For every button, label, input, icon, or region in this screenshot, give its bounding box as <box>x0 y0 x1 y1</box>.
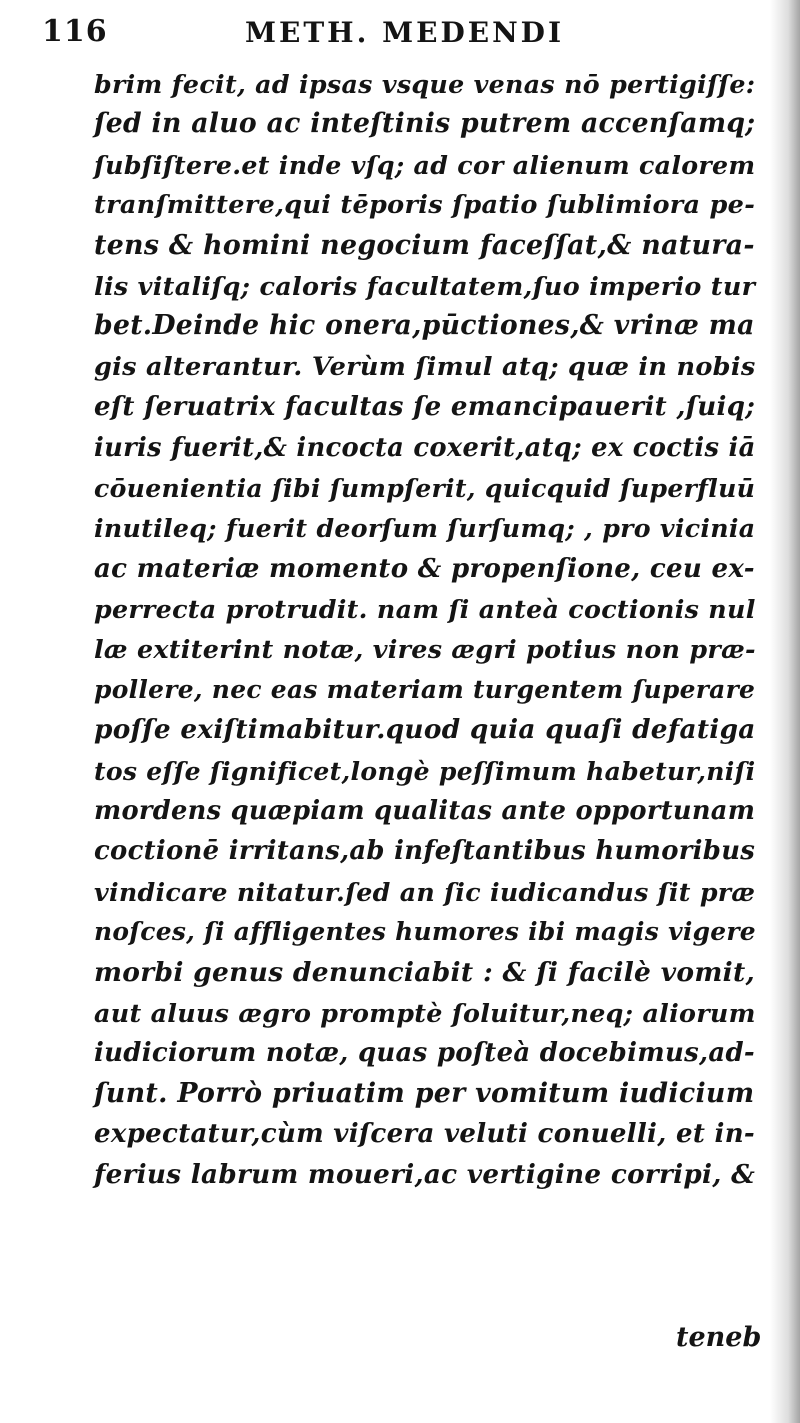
text-line: tens & homini negocium faceſſat,& natura- <box>94 229 755 261</box>
text-line: lis vitaliſq; caloris facultatem,ſuo imperio tur <box>94 270 756 301</box>
text-line: ac materiæ momento & propenſione, ceu ex- <box>94 553 755 584</box>
text-line: expectatur,cùm viſcera veluti conuelli, et in- <box>94 1119 756 1150</box>
text-line: perrecta protrudit. nam ſi anteà coctionis nul <box>94 594 756 625</box>
text-line: eſt ſeruatrix facultas ſe emancipauerit ,ſuiq; <box>94 392 756 423</box>
page-header <box>42 14 762 54</box>
page-edge-shadow <box>770 0 800 1423</box>
text-line: morbi genus denunciabit : & ſi facilè vomit, <box>94 956 756 988</box>
text-line: vindicare nitatur.ſed an ſic iudicandus ſit præ <box>94 876 756 907</box>
text-line: inutileq; fuerit deorſum ſurſumq; , pro vicinia <box>94 513 756 544</box>
text-line: ſunt. Porrò priuatim per vomitum iudicium <box>94 1077 755 1109</box>
text-line: tos eſſe ſignificet,longè peſſimum habetur,niſi <box>94 755 756 786</box>
text-line: iudiciorum notæ, quas poſteà docebimus,ad- <box>94 1038 755 1069</box>
text-line: iuris fuerit,& incocta coxerit,atq; ex coctis iā <box>94 432 756 463</box>
body-text <box>94 64 754 1195</box>
text-line: bet.Deinde hic onera,pūctiones,& vrinæ ma <box>94 310 755 342</box>
text-line: ſubſiſtere.et inde vſq; ad cor alienum calorem <box>94 149 756 180</box>
page-number: 116 <box>42 14 108 49</box>
text-line: mordens quæpiam qualitas ante opportunam <box>94 796 756 827</box>
text-line: gis alterantur. Verùm ſimul atq; quæ in nobis <box>94 351 756 382</box>
text-line: cōuenientia ſibi ſumpſerit, quicquid ſuperfluū <box>94 472 756 503</box>
text-line: pollere, nec eas materiam turgentem ſuperare <box>94 674 756 704</box>
running-head: METH. MEDENDI <box>245 16 565 49</box>
catchword: teneb <box>676 1322 762 1353</box>
text-line: ferius labrum moueri,ac vertigine corripi, & <box>94 1158 756 1190</box>
text-line: poſſe exiſtimabitur.quod quia quaſi defatiga <box>94 714 756 746</box>
text-line: coctionē irritans,ab infeſtantibus humoribus <box>94 836 756 867</box>
text-line: aut aluus ægro promptè ſoluitur,neq; aliorum <box>94 997 756 1028</box>
text-line: tranſmittere,qui tēporis ſpatio ſublimiora pe- <box>94 190 756 221</box>
text-line: noſces, ſi affligentes humores ibi magis vigere <box>94 917 756 947</box>
text-line: brim fecit, ad ipsas vsque venas nō pertigiſſe: <box>94 69 756 99</box>
text-line: ſed in aluo ac inteſtinis putrem accenſamq; <box>94 108 756 140</box>
text-line: læ extiterint notæ, vires ægri potius non præ- <box>94 634 756 665</box>
